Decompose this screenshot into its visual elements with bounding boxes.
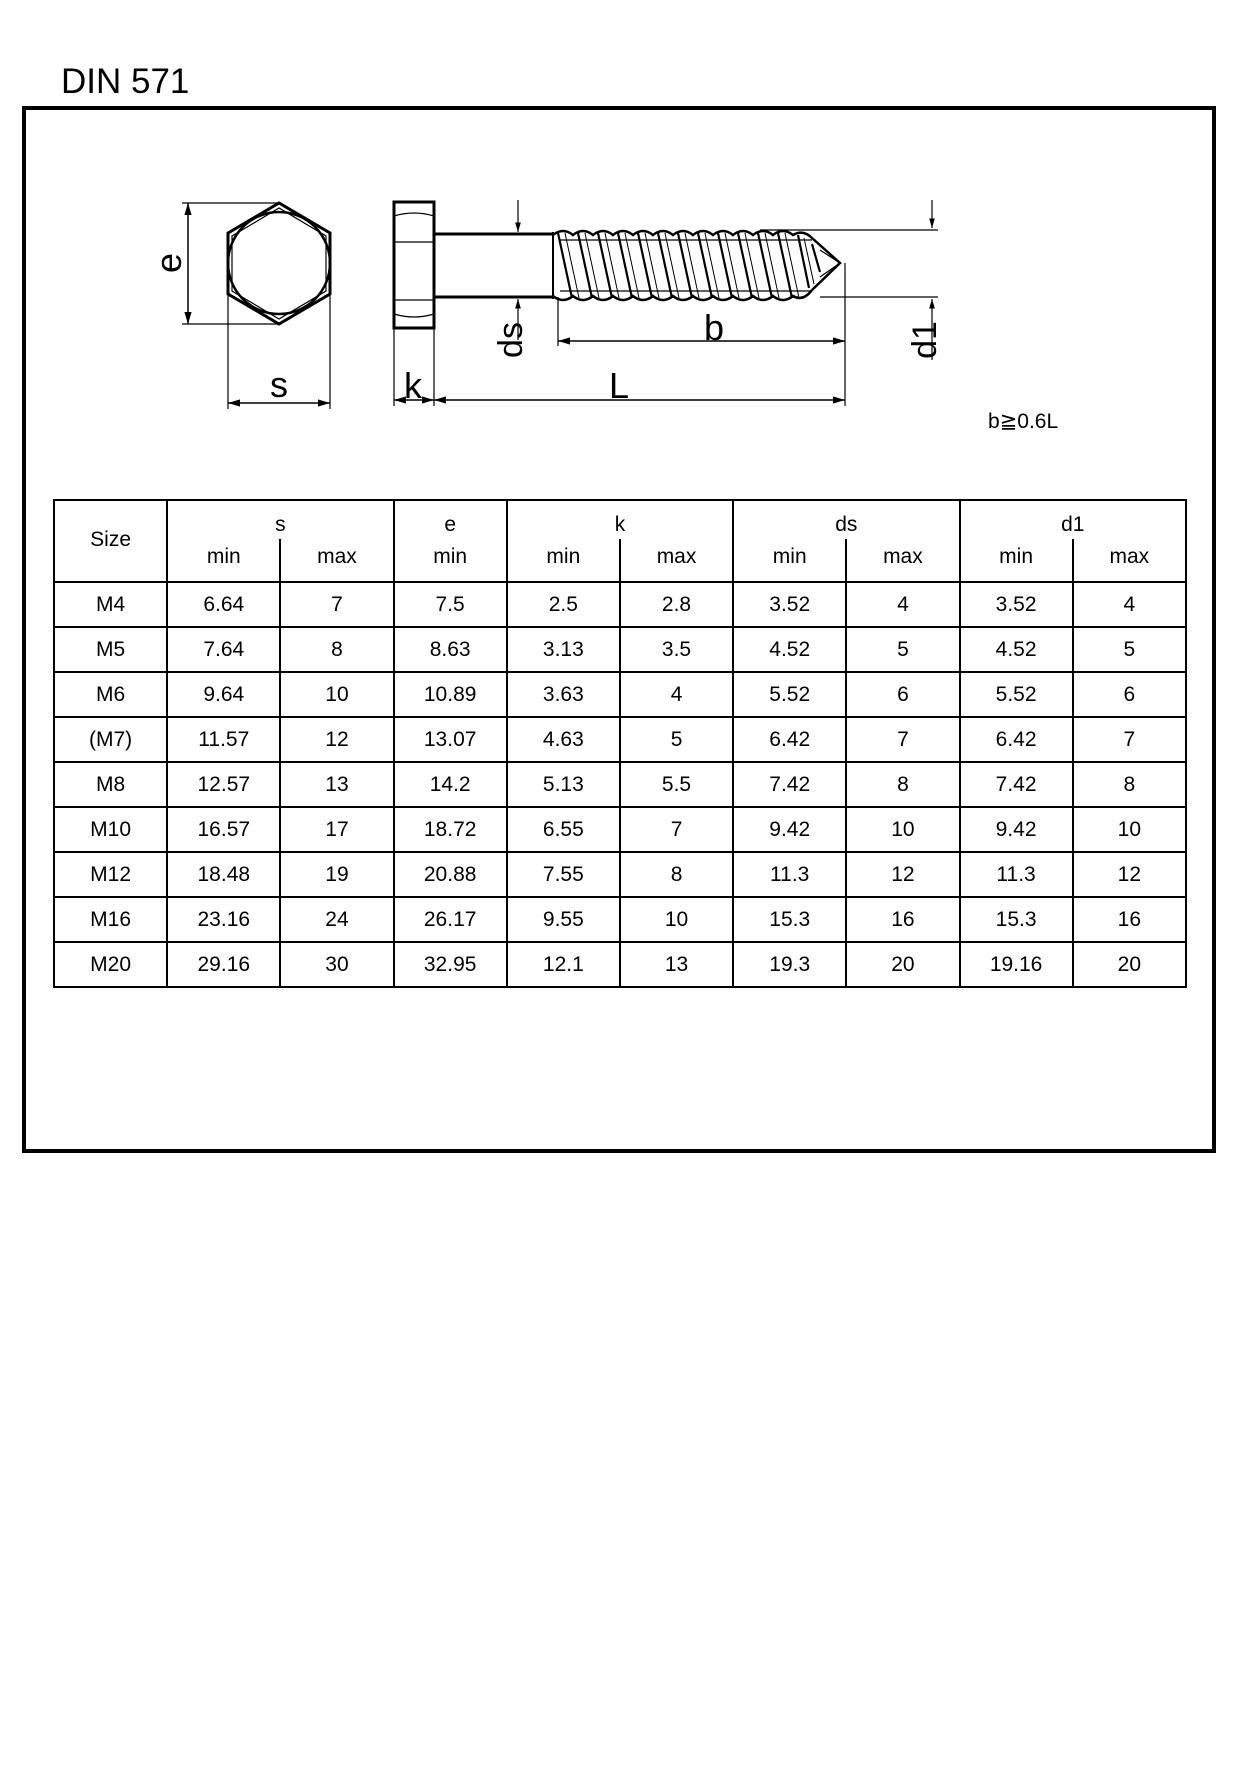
cell-k-min: 3.13 — [507, 627, 620, 672]
cell-d1-min: 4.52 — [960, 627, 1073, 672]
cell-e-min: 18.72 — [394, 807, 507, 852]
cell-ds-max: 16 — [846, 897, 959, 942]
cell-size: M20 — [54, 942, 167, 987]
cell-size: M5 — [54, 627, 167, 672]
cell-ds-min: 3.52 — [733, 582, 846, 627]
table-row — [54, 627, 1186, 672]
cell-size: M6 — [54, 672, 167, 717]
header-s: s — [167, 500, 393, 539]
header-e: e — [394, 500, 507, 539]
cell-ds-max: 8 — [846, 762, 959, 807]
label-L: L — [608, 365, 630, 406]
cell-d1-min: 19.16 — [960, 942, 1073, 987]
header-ds-min: min — [733, 539, 846, 582]
header-e-min: min — [394, 539, 507, 582]
cell-d1-max: 5 — [1073, 627, 1186, 672]
header-ds-max: max — [846, 539, 959, 582]
cell-k-max: 3.5 — [620, 627, 733, 672]
table-row — [54, 672, 1186, 717]
label-b: b — [703, 307, 725, 348]
table-row — [54, 942, 1186, 987]
cell-s-max: 7 — [280, 582, 393, 627]
header-k: k — [507, 500, 733, 539]
cell-d1-max: 12 — [1073, 852, 1186, 897]
cell-ds-max: 10 — [846, 807, 959, 852]
cell-ds-max: 20 — [846, 942, 959, 987]
label-e: e — [148, 252, 189, 274]
header-d1: d1 — [960, 500, 1187, 539]
cell-s-max: 10 — [280, 672, 393, 717]
header-k-max: max — [620, 539, 733, 582]
table-row — [54, 582, 1186, 627]
label-s: s — [270, 364, 288, 405]
cell-k-max: 4 — [620, 672, 733, 717]
cell-s-max: 24 — [280, 897, 393, 942]
cell-ds-max: 6 — [846, 672, 959, 717]
cell-d1-max: 20 — [1073, 942, 1186, 987]
header-size: Size — [54, 500, 167, 582]
cell-ds-max: 5 — [846, 627, 959, 672]
cell-e-min: 7.5 — [394, 582, 507, 627]
cell-ds-max: 7 — [846, 717, 959, 762]
header-d1-max: max — [1073, 539, 1186, 582]
cell-k-max: 5 — [620, 717, 733, 762]
cell-s-max: 12 — [280, 717, 393, 762]
cell-k-min: 4.63 — [507, 717, 620, 762]
header-ds: ds — [733, 500, 959, 539]
table-row — [54, 717, 1186, 762]
cell-e-min: 8.63 — [394, 627, 507, 672]
hex-head-top-view — [182, 203, 330, 409]
cell-s-min: 11.57 — [167, 717, 280, 762]
cell-ds-max: 12 — [846, 852, 959, 897]
thread-length-note: b≧0.6L — [988, 410, 1059, 433]
cell-ds-min: 5.52 — [733, 672, 846, 717]
cell-s-min: 16.57 — [167, 807, 280, 852]
cell-d1-min: 9.42 — [960, 807, 1073, 852]
label-k: k — [404, 365, 422, 406]
cell-d1-min: 7.42 — [960, 762, 1073, 807]
cell-e-min: 13.07 — [394, 717, 507, 762]
header-s-max: max — [280, 539, 393, 582]
cell-k-max: 2.8 — [620, 582, 733, 627]
cell-size: M8 — [54, 762, 167, 807]
cell-k-min: 3.63 — [507, 672, 620, 717]
cell-s-max: 19 — [280, 852, 393, 897]
page-title: DIN 571 — [61, 62, 190, 101]
lag-screw-technical-drawing — [0, 0, 1241, 480]
cell-ds-min: 9.42 — [733, 807, 846, 852]
header-s-min: min — [167, 539, 280, 582]
cell-k-max: 7 — [620, 807, 733, 852]
cell-k-max: 10 — [620, 897, 733, 942]
table-row — [54, 807, 1186, 852]
cell-ds-min: 7.42 — [733, 762, 846, 807]
cell-ds-min: 19.3 — [733, 942, 846, 987]
table-header-row — [54, 500, 1186, 539]
cell-d1-max: 16 — [1073, 897, 1186, 942]
cell-k-min: 6.55 — [507, 807, 620, 852]
table-row — [54, 852, 1186, 897]
cell-k-max: 5.5 — [620, 762, 733, 807]
cell-d1-max: 10 — [1073, 807, 1186, 852]
cell-d1-min: 3.52 — [960, 582, 1073, 627]
cell-s-min: 7.64 — [167, 627, 280, 672]
cell-k-min: 2.5 — [507, 582, 620, 627]
cell-ds-min: 4.52 — [733, 627, 846, 672]
label-d1: d1 — [906, 321, 944, 359]
cell-s-min: 9.64 — [167, 672, 280, 717]
cell-d1-max: 7 — [1073, 717, 1186, 762]
cell-e-min: 26.17 — [394, 897, 507, 942]
cell-k-max: 13 — [620, 942, 733, 987]
cell-s-min: 6.64 — [167, 582, 280, 627]
cell-ds-min: 11.3 — [733, 852, 846, 897]
cell-ds-min: 6.42 — [733, 717, 846, 762]
label-ds: ds — [492, 322, 530, 358]
cell-s-max: 30 — [280, 942, 393, 987]
cell-s-min: 29.16 — [167, 942, 280, 987]
cell-size: (M7) — [54, 717, 167, 762]
cell-e-min: 10.89 — [394, 672, 507, 717]
cell-s-max: 17 — [280, 807, 393, 852]
cell-k-min: 7.55 — [507, 852, 620, 897]
cell-size: M12 — [54, 852, 167, 897]
header-k-min: min — [507, 539, 620, 582]
cell-d1-max: 4 — [1073, 582, 1186, 627]
cell-size: M16 — [54, 897, 167, 942]
cell-s-max: 13 — [280, 762, 393, 807]
cell-d1-min: 15.3 — [960, 897, 1073, 942]
table-subheader-row — [54, 539, 1186, 582]
cell-s-min: 12.57 — [167, 762, 280, 807]
cell-e-min: 20.88 — [394, 852, 507, 897]
cell-s-min: 23.16 — [167, 897, 280, 942]
dimension-table — [53, 499, 1187, 988]
cell-k-min: 12.1 — [507, 942, 620, 987]
cell-e-min: 32.95 — [394, 942, 507, 987]
screw-side-view — [394, 200, 938, 406]
cell-d1-min: 6.42 — [960, 717, 1073, 762]
cell-size: M10 — [54, 807, 167, 852]
cell-k-max: 8 — [620, 852, 733, 897]
cell-s-min: 18.48 — [167, 852, 280, 897]
header-d1-min: min — [960, 539, 1073, 582]
cell-d1-max: 6 — [1073, 672, 1186, 717]
cell-k-min: 5.13 — [507, 762, 620, 807]
cell-size: M4 — [54, 582, 167, 627]
cell-ds-max: 4 — [846, 582, 959, 627]
cell-d1-min: 11.3 — [960, 852, 1073, 897]
cell-k-min: 9.55 — [507, 897, 620, 942]
cell-s-max: 8 — [280, 627, 393, 672]
table-row — [54, 897, 1186, 942]
cell-e-min: 14.2 — [394, 762, 507, 807]
cell-d1-max: 8 — [1073, 762, 1186, 807]
cell-d1-min: 5.52 — [960, 672, 1073, 717]
table-row — [54, 762, 1186, 807]
cell-ds-min: 15.3 — [733, 897, 846, 942]
